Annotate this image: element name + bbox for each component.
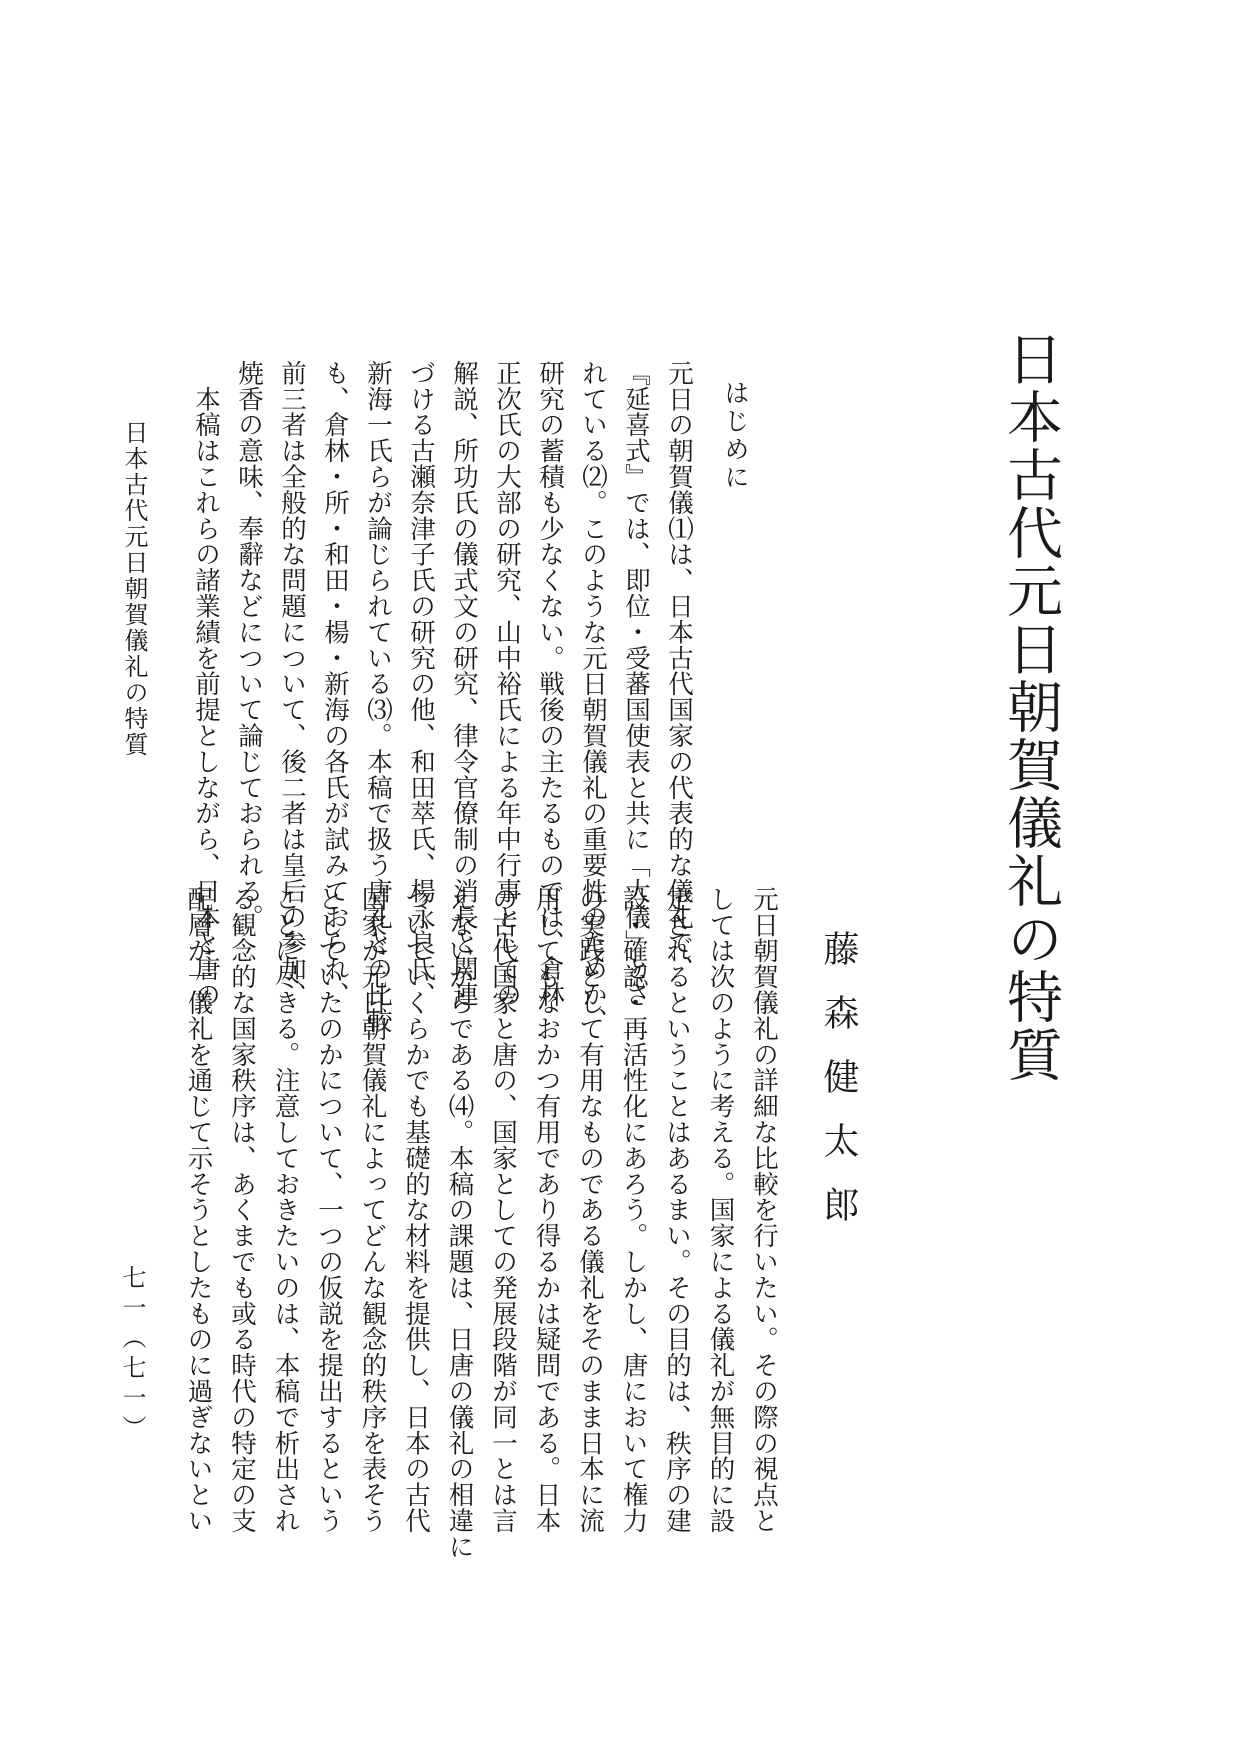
text-line: えないからである⑷。本稿の課題は、日唐の儀礼の相違に [444,886,475,1560]
text-line: る観念的な国家秩序は、あくまでも或る時代の特定の支 [227,886,257,1534]
text-line: 定されるということはあるまい。その目的は、秩序の建 [662,886,692,1534]
text-line: 本稿はこれらの諸業績を前提としながら、日本と唐の [191,360,221,1008]
text-line: 元日の朝賀儀⑴は、日本古代国家の代表的な儀礼で、 [664,360,694,982]
text-line: も、倉林・所・和田・楊・新海の各氏が試みておられ、 [320,360,350,1008]
text-line: 『延喜式』では、即位・受蕃国使表と共に「大儀」とさ [621,360,651,1008]
intro-text-lower [175,886,785,1560]
text-line: 国家が元日朝賀儀礼によってどんな観念的秩序を表そう [357,886,388,1534]
text-line: 焼香の意味、奉辭などについて論じておられる。 [234,360,264,930]
text-line: 設・確認・再活性化にあろう。しかし、唐において権力 [618,886,649,1534]
running-head: 日本古代元日朝賀儀礼の特質 [120,420,148,758]
text-line: 前三者は全般的な問題について、後二者は皇后の参加、 [277,360,307,1008]
text-line: 新海一氏らが論じられている⑶。本稿で扱う唐礼との比較 [363,360,393,1034]
article-title: 日本古代元日朝賀儀礼の特質 [998,330,1063,1084]
text-line: ついていくらかでも基礎的な材料を提供し、日本の古代 [401,886,431,1534]
text-line: しては次のように考える。国家による儀礼が無目的に設 [705,886,736,1534]
text-line: ことに尽きる。注意しておきたいのは、本稿で析出され [270,886,301,1534]
page-number: 七一（七一） [118,1265,146,1445]
text-line: づける古瀬奈津子氏の研究の他、和田萃氏、楊永良氏、 [406,360,436,1008]
author-name: 藤森健太郎 [818,930,859,1250]
text-line: の実践として有用なものである儀礼をそのまま日本に流 [575,886,605,1534]
intro-text-upper [190,360,700,1034]
text-line: 元日朝賀儀礼の詳細な比較を行いたい。その際の視点と [749,886,779,1534]
text-line: 研究の蓄積も少なくない。戦後の主たるものでは、倉林 [535,360,565,1008]
section-heading: はじめに [721,380,750,492]
text-line: の古代国家と唐の、国家としての発展段階が同一とは言 [488,886,518,1534]
text-line: 用してもなおかつ有用であり得るかは疑問である。日本 [531,886,562,1534]
text-line: 解説、所功氏の儀式文の研究、律令官僚制の消長と関連 [449,360,479,1008]
text-line: としていたのかについて、一つの仮説を提出するという [314,886,344,1534]
text-line: 配層が一儀礼を通じて示そうとしたものに過ぎないとい [183,886,214,1534]
text-line: 正次氏の大部の研究、山中裕氏による年中行事としての [492,360,522,1008]
text-line: れている⑵。このような元日朝賀儀礼の重要性のためか、 [578,360,608,1034]
